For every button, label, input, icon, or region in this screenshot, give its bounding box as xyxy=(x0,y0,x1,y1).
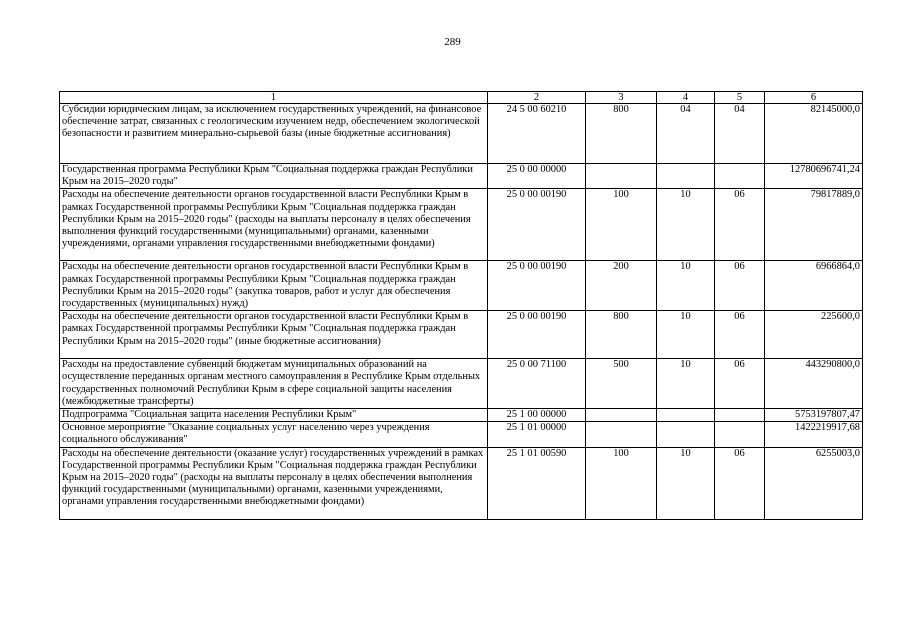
row-section-cell: 10 xyxy=(657,359,715,409)
row-name-cell: Государственная программа Республики Крым "Социальная поддержка граждан Республики Крым на 2015–2020 годы" xyxy=(60,164,488,189)
row-code-cell: 25 1 01 00590 xyxy=(488,447,586,519)
row-code-cell: 25 0 00 00190 xyxy=(488,261,586,311)
row-code-cell: 25 0 00 71100 xyxy=(488,359,586,409)
row-name-cell: Субсидии юридическим лицам, за исключением государственных учреждений, на финансовое обеспечение затрат, связанных с геологическим изучением недр, обеспечением экологической безопасности и развитием минерально-сырьевой базы (иные бюджетные ассигнования) xyxy=(60,104,488,164)
row-section-cell: 10 xyxy=(657,447,715,519)
row-expense-type-cell: 100 xyxy=(586,447,657,519)
row-sum-cell: 443290800,0 xyxy=(765,359,863,409)
row-section-cell xyxy=(657,409,715,422)
row-name-cell: Расходы на обеспечение деятельности органов государственной власти Республики Крым в рамках Государственной программы Республики Крым "Социальная поддержка граждан Республики Крым на 2015–2020 годы" (закупка товаров, работ и услуг для обеспечения государственных (муниципальных) нужд) xyxy=(60,261,488,311)
table-row xyxy=(60,359,863,409)
row-name-cell: Основное мероприятие "Оказание социальных услуг населению через учреждения социального обслуживания" xyxy=(60,422,488,447)
row-name-cell: Подпрограмма "Социальная защита населения Республики Крым" xyxy=(60,409,488,422)
row-subsection-cell: 04 xyxy=(715,104,765,164)
row-expense-type-cell: 100 xyxy=(586,189,657,261)
column-header: 2 xyxy=(488,92,586,104)
table-row xyxy=(60,447,863,519)
row-name-cell: Расходы на обеспечение деятельности (оказание услуг) государственных учреждений в рамках Государственной программы Республики Крым "Социальная поддержка граждан Республики Крым на 2015–2020 годы" (расходы на выплаты персоналу в целях обеспечения выполнения функций государственными (муниципальными) органами, казенными учреждениями, органами управления государственными внебюджетными фондами) xyxy=(60,447,488,519)
page-number: 289 xyxy=(444,36,461,48)
row-sum-cell: 6966864,0 xyxy=(765,261,863,311)
column-header: 4 xyxy=(657,92,715,104)
row-sum-cell: 6255003,0 xyxy=(765,447,863,519)
row-subsection-cell: 06 xyxy=(715,359,765,409)
row-section-cell: 10 xyxy=(657,189,715,261)
row-name-cell: Расходы на обеспечение деятельности органов государственной власти Республики Крым в рамках Государственной программы Республики Крым "Социальная поддержка граждан Республики Крым на 2015–2020 годы" (иные бюджетные ассигнования) xyxy=(60,311,488,359)
table-row xyxy=(60,189,863,261)
row-code-cell: 25 0 00 00190 xyxy=(488,311,586,359)
column-header: 3 xyxy=(586,92,657,104)
column-header: 6 xyxy=(765,92,863,104)
row-expense-type-cell xyxy=(586,422,657,447)
row-sum-cell: 12780696741,24 xyxy=(765,164,863,189)
row-code-cell: 25 0 00 00000 xyxy=(488,164,586,189)
row-subsection-cell xyxy=(715,164,765,189)
row-sum-cell: 82145000,0 xyxy=(765,104,863,164)
row-name-cell: Расходы на обеспечение деятельности органов государственной власти Республики Крым в рамках Государственной программы Республики Крым "Социальная поддержка граждан Республики Крым на 2015–2020 годы" (расходы на выплаты персоналу в целях обеспечения выполнения функций государственными (муниципальными) органами, казенными учреждениями, органами управления государственными внебюджетными фондами) xyxy=(60,189,488,261)
table-row xyxy=(60,409,863,422)
row-expense-type-cell xyxy=(586,409,657,422)
row-subsection-cell: 06 xyxy=(715,447,765,519)
row-section-cell: 10 xyxy=(657,261,715,311)
row-sum-cell: 1422219917,68 xyxy=(765,422,863,447)
row-code-cell: 24 5 00 60210 xyxy=(488,104,586,164)
row-section-cell xyxy=(657,164,715,189)
row-expense-type-cell: 500 xyxy=(586,359,657,409)
table-row xyxy=(60,164,863,189)
row-expense-type-cell: 800 xyxy=(586,104,657,164)
table-row xyxy=(60,311,863,359)
row-subsection-cell: 06 xyxy=(715,189,765,261)
row-name-cell: Расходы на предоставление субвенций бюджетам муниципальных образований на осуществление переданных органам местного самоуправления в Республике Крым отдельных государственных полномочий Республики Крым в сфере социальной защиты населения (межбюджетные трансферты) xyxy=(60,359,488,409)
row-section-cell xyxy=(657,422,715,447)
row-section-cell: 10 xyxy=(657,311,715,359)
row-section-cell: 04 xyxy=(657,104,715,164)
row-expense-type-cell xyxy=(586,164,657,189)
table-row xyxy=(60,261,863,311)
budget-table xyxy=(59,91,863,520)
table-header-row xyxy=(60,92,863,104)
table-row xyxy=(60,104,863,164)
column-header: 5 xyxy=(715,92,765,104)
row-subsection-cell: 06 xyxy=(715,261,765,311)
column-header: 1 xyxy=(60,92,488,104)
row-subsection-cell xyxy=(715,422,765,447)
row-subsection-cell: 06 xyxy=(715,311,765,359)
row-expense-type-cell: 800 xyxy=(586,311,657,359)
row-code-cell: 25 1 01 00000 xyxy=(488,422,586,447)
row-subsection-cell xyxy=(715,409,765,422)
table-row xyxy=(60,422,863,447)
row-sum-cell: 225600,0 xyxy=(765,311,863,359)
row-expense-type-cell: 200 xyxy=(586,261,657,311)
row-sum-cell: 79817889,0 xyxy=(765,189,863,261)
row-code-cell: 25 1 00 00000 xyxy=(488,409,586,422)
row-sum-cell: 5753197807,47 xyxy=(765,409,863,422)
row-code-cell: 25 0 00 00190 xyxy=(488,189,586,261)
